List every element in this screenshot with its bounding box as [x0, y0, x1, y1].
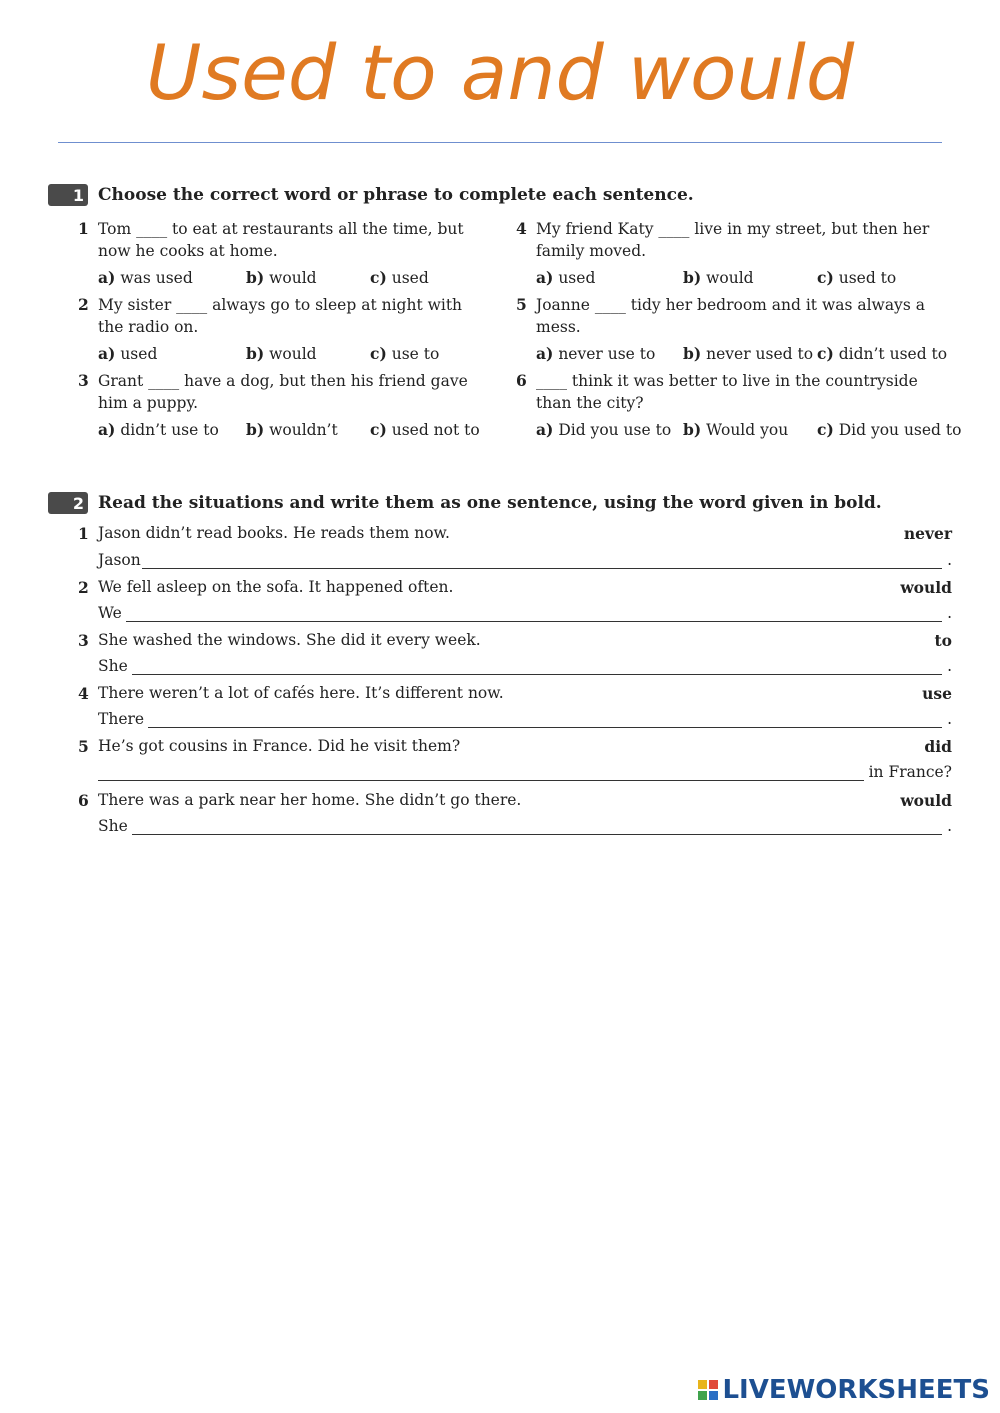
answer-underline[interactable] [142, 568, 942, 569]
answer-underline[interactable] [98, 780, 864, 781]
answer-line-2[interactable] [98, 604, 952, 624]
answer-line-4[interactable] [98, 710, 952, 730]
option-c[interactable]: c) used not to [370, 420, 480, 439]
question-text: Tom ____ to eat at restaurants all the time, but now he cooks at home. [98, 220, 464, 260]
option-a[interactable]: a) used [536, 268, 596, 287]
answer-end: . [947, 657, 952, 675]
option-c[interactable]: c) Did you used to [817, 420, 962, 439]
item-text: Jason didn’t read books. He reads them now. [98, 524, 450, 542]
exercise-1-instruction: Choose the correct word or phrase to complete each sentence. [98, 185, 694, 205]
answer-line-5[interactable] [98, 763, 952, 783]
item-text: We fell asleep on the sofa. It happened often. [98, 578, 454, 596]
answer-end: . [947, 604, 952, 622]
option-c[interactable]: c) used to [817, 268, 897, 287]
answer-underline[interactable] [126, 621, 942, 622]
key-word: did [924, 737, 952, 756]
answer-end: . [947, 551, 952, 569]
option-a[interactable]: a) was used [98, 268, 193, 287]
item-text: There weren’t a lot of cafés here. It’s different now. [98, 684, 504, 702]
question-text: ____ think it was better to live in the countryside than the city? [536, 372, 918, 412]
page-title: Used to and would [145, 28, 855, 117]
answer-underline[interactable] [148, 727, 942, 728]
answer-underline[interactable] [132, 674, 942, 675]
item-number: 5 [78, 737, 89, 756]
question-1 [78, 218, 478, 262]
exercise-2-badge: 2 [48, 492, 88, 514]
item-text: He’s got cousins in France. Did he visit them? [98, 737, 461, 755]
answer-end: . [947, 710, 952, 728]
item-number: 2 [78, 578, 89, 597]
question-text: Joanne ____ tidy her bedroom and it was always a mess. [536, 296, 925, 336]
item-number: 1 [78, 524, 89, 543]
option-a[interactable]: a) never use to [536, 344, 656, 363]
exercise-2-instruction: Read the situations and write them as one sentence, using the word given in bold. [98, 493, 882, 513]
exercise-1-header [48, 184, 694, 206]
key-word: never [903, 524, 952, 543]
answer-line-3[interactable] [98, 657, 952, 677]
key-word: use [922, 684, 952, 703]
brand-name: LIVEWORKSHEETS [722, 1375, 990, 1405]
question-2 [78, 294, 478, 338]
question-4 [516, 218, 946, 262]
question-number: 3 [78, 371, 89, 390]
key-word: would [900, 578, 952, 597]
item-number: 4 [78, 684, 89, 703]
answer-underline[interactable] [132, 834, 942, 835]
key-word: to [934, 631, 952, 650]
option-c[interactable]: c) use to [370, 344, 440, 363]
liveworksheets-logo [698, 1375, 990, 1405]
question-number: 1 [78, 219, 89, 238]
option-b[interactable]: b) wouldn’t [246, 420, 338, 439]
question-number: 4 [516, 219, 527, 238]
option-c[interactable]: c) used [370, 268, 429, 287]
answer-line-6[interactable] [98, 817, 952, 837]
item-number: 3 [78, 631, 89, 650]
exercise-2-header [48, 492, 882, 514]
question-text: My sister ____ always go to sleep at night with the radio on. [98, 296, 463, 336]
question-text: My friend Katy ____ live in my street, but then her family moved. [536, 220, 930, 260]
title-divider [58, 142, 942, 143]
key-word: would [900, 791, 952, 810]
answer-end: in France? [868, 763, 952, 781]
question-5 [516, 294, 946, 338]
option-b[interactable]: b) would [246, 344, 317, 363]
answer-start: She [98, 817, 128, 835]
option-b[interactable]: b) never used to [683, 344, 814, 363]
option-b[interactable]: b) would [246, 268, 317, 287]
answer-start: There [98, 710, 145, 728]
answer-line-1[interactable] [98, 551, 952, 571]
option-a[interactable]: a) didn’t use to [98, 420, 219, 439]
question-number: 5 [516, 295, 527, 314]
question-3 [78, 370, 478, 414]
item-number: 6 [78, 791, 89, 810]
exercise-1-badge: 1 [48, 184, 88, 206]
question-6 [516, 370, 956, 414]
option-b[interactable]: b) Would you [683, 420, 789, 439]
item-text: There was a park near her home. She didn’t go there. [98, 791, 522, 809]
answer-start: We [98, 604, 122, 622]
answer-end: . [947, 817, 952, 835]
option-a[interactable]: a) used [98, 344, 158, 363]
option-b[interactable]: b) would [683, 268, 754, 287]
item-text: She washed the windows. She did it every week. [98, 631, 481, 649]
option-a[interactable]: a) Did you use to [536, 420, 672, 439]
question-number: 6 [516, 371, 527, 390]
answer-start: She [98, 657, 128, 675]
option-c[interactable]: c) didn’t used to [817, 344, 948, 363]
question-text: Grant ____ have a dog, but then his friend gave him a puppy. [98, 372, 468, 412]
answer-start: Jason [98, 551, 141, 569]
logo-squares-icon [698, 1380, 718, 1400]
question-number: 2 [78, 295, 89, 314]
